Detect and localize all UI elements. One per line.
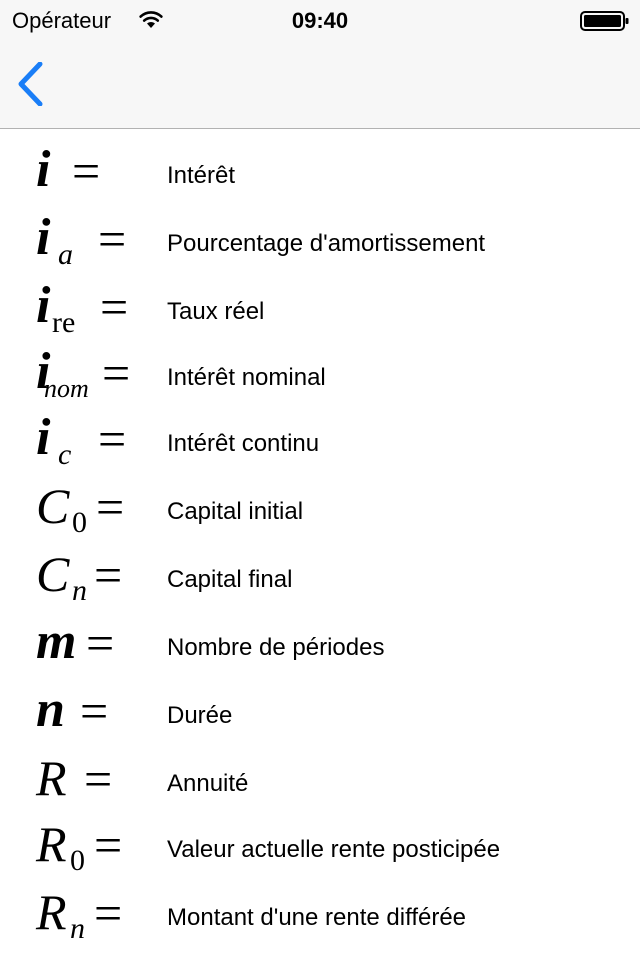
definition-label: Intérêt continu <box>167 430 320 457</box>
navigation-bar <box>0 40 640 129</box>
definition-label: Valeur actuelle rente posticipée <box>167 836 501 863</box>
battery-icon <box>580 11 630 31</box>
list-item <box>0 478 640 546</box>
formula-symbol <box>36 410 156 478</box>
symbol-variable: i <box>36 409 51 466</box>
symbol-subscript: nom <box>44 374 89 403</box>
definition-label: Annuité <box>167 770 249 797</box>
carrier-name: Opérateur <box>12 8 112 33</box>
definition-label: Capital initial <box>167 498 304 525</box>
symbol-variable: C <box>36 478 70 534</box>
symbol-variable: i <box>36 141 51 198</box>
formula-symbol <box>36 682 156 750</box>
list-item <box>0 344 640 412</box>
list-item <box>0 278 640 346</box>
symbol-variable: i <box>36 209 51 266</box>
formula-symbol <box>36 142 156 210</box>
chevron-left-icon <box>16 62 46 106</box>
list-item <box>0 884 640 952</box>
symbol-variable: m <box>36 613 77 670</box>
equals-sign: = <box>84 751 113 807</box>
symbol-subscript: n <box>72 574 87 607</box>
symbol-variable: R <box>36 750 67 806</box>
equals-sign: = <box>96 479 125 535</box>
list-item <box>0 750 640 818</box>
symbol-subscript: c <box>58 438 72 471</box>
symbol-subscript: 0 <box>72 506 87 539</box>
definition-label: Intérêt <box>167 162 236 189</box>
symbol-subscript: n <box>70 912 85 945</box>
equals-sign: = <box>86 615 115 671</box>
formula-symbol <box>36 614 156 682</box>
status-bar <box>0 0 640 40</box>
symbol-variable: n <box>36 681 65 738</box>
list-item <box>0 142 640 210</box>
status-time: 09:40 <box>291 8 349 33</box>
formula-symbol <box>36 344 156 412</box>
list-item <box>0 410 640 478</box>
equals-sign: = <box>80 683 109 739</box>
symbol-variable: R <box>36 816 67 872</box>
equals-sign: = <box>102 345 131 401</box>
equals-sign: = <box>98 411 127 467</box>
formula-symbol <box>36 278 156 346</box>
equals-sign: = <box>98 211 127 267</box>
equals-sign: = <box>94 885 123 941</box>
list-item <box>0 210 640 278</box>
definition-label: Capital final <box>167 566 293 593</box>
formula-symbol <box>36 816 156 884</box>
list-item <box>0 614 640 682</box>
equals-sign: = <box>94 817 123 873</box>
equals-sign: = <box>94 547 123 603</box>
equals-sign: = <box>100 279 129 335</box>
symbol-subscript: a <box>58 238 73 271</box>
equals-sign: = <box>72 143 101 199</box>
formula-symbol <box>36 546 156 614</box>
definition-label: Nombre de périodes <box>167 634 385 661</box>
back-button[interactable] <box>6 58 56 110</box>
symbol-variable: i <box>36 343 51 400</box>
formula-symbol <box>36 750 156 818</box>
symbol-variable: C <box>36 546 70 602</box>
formula-symbol <box>36 210 156 278</box>
list-item <box>0 546 640 614</box>
definition-label: Intérêt nominal <box>167 364 326 391</box>
symbol-subscript: re <box>52 306 76 339</box>
definition-label: Pourcentage d'amortissement <box>167 230 486 257</box>
symbol-subscript: 0 <box>70 844 85 877</box>
definition-label: Durée <box>167 702 233 729</box>
definition-label: Taux réel <box>167 298 265 325</box>
symbol-variable: i <box>36 277 51 334</box>
list-item <box>0 682 640 750</box>
symbol-variable: R <box>36 884 67 940</box>
list-item <box>0 816 640 884</box>
formula-symbol <box>36 884 156 952</box>
definition-label: Montant d'une rente différée <box>167 904 467 931</box>
formula-symbol <box>36 478 156 546</box>
